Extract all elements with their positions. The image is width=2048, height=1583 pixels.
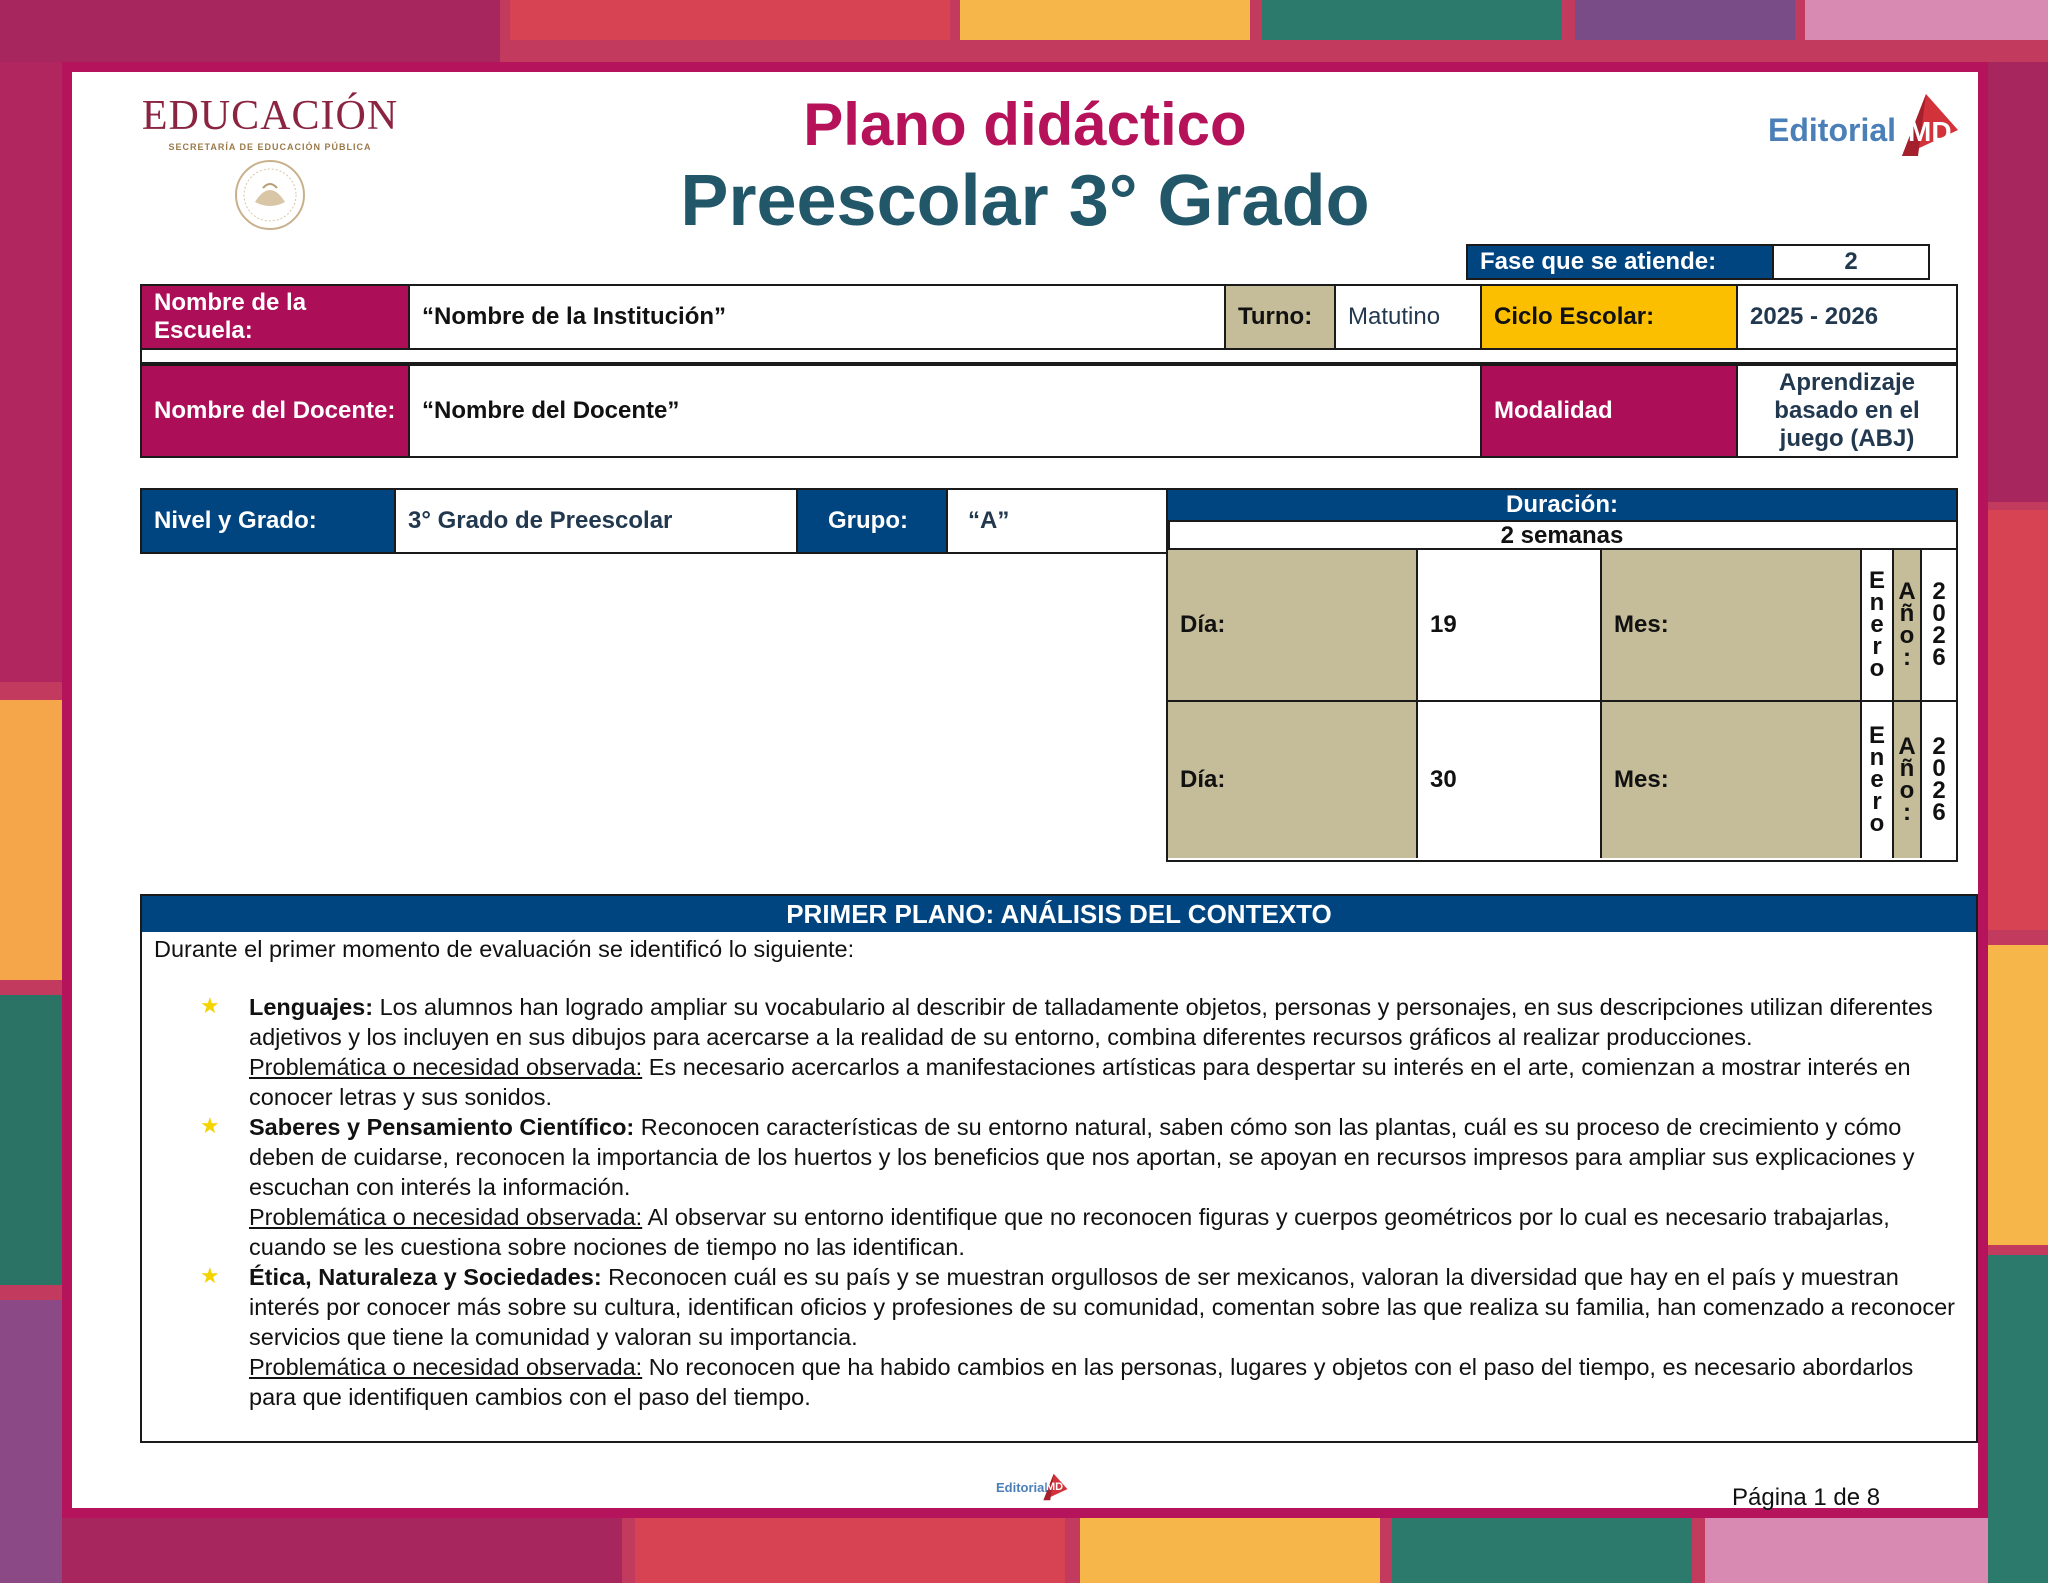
anio-label-vertical-text-char: ñ (1899, 755, 1915, 782)
duracion-label: Duración: (1168, 490, 1956, 520)
anio-vertical-text-char: 2 (1932, 622, 1946, 649)
background-tile (0, 62, 62, 682)
dia-value: 19 (1418, 550, 1602, 700)
dia-label: Día: (1168, 702, 1418, 858)
anio-vertical-text-char: 2 (1932, 777, 1946, 804)
anio-label-vertical-text (1894, 578, 1920, 671)
ciclo-label: Ciclo Escolar: (1482, 286, 1738, 348)
context-intro: Durante el primer momento de evaluación se identificó lo siguiente: (154, 936, 855, 962)
footer-logo-mark: MD (1046, 1481, 1064, 1493)
background-tile (1805, 0, 2048, 40)
mes-vertical-text-char: e (1870, 611, 1884, 638)
nivel-row (140, 488, 1170, 554)
background-tile (1575, 0, 1795, 40)
mes-label: Mes: (1602, 550, 1862, 700)
background-tile (635, 1518, 1065, 1583)
fase-value: 2 (1844, 248, 1858, 275)
anio-value (1922, 550, 1956, 700)
background-tile (62, 1518, 622, 1583)
mes-value (1862, 702, 1894, 858)
mes-vertical-text-char: o (1869, 655, 1885, 682)
anio-label-vertical-text-char: A (1898, 733, 1916, 760)
context-item-text: Reconocen características de su entorno natural, saben cómo son las plantas, cuál es su proceso de crecimiento y cómo deben de cuidarse, reconocen la importancia de los huertos y los beneficios que nos aportan, se apoyan en recursos impresos para ampliar sus explicaciones y escuchan con interés la información. (249, 1114, 1915, 1200)
editorial-md-logo (1768, 90, 1968, 160)
background-tile (1988, 1255, 2048, 1583)
context-list-item (154, 1112, 1964, 1262)
anio-label-vertical-text-char: ñ (1899, 600, 1915, 627)
background-tile (1988, 945, 2048, 1245)
ciclo-value: 2025 - 2026 (1750, 303, 1879, 330)
anio-vertical-text-char: 2 (1932, 578, 1946, 605)
context-list-item (154, 992, 1964, 1112)
anio-vertical-text (1922, 733, 1956, 826)
context-heading: PRIMER PLANO: ANÁLISIS DEL CONTEXTO (142, 896, 1976, 932)
anio-vertical-text-char: 6 (1932, 644, 1946, 671)
school-value: “Nombre de la Institución” (410, 286, 1226, 348)
mes-vertical-text-char: E (1868, 567, 1885, 594)
context-section (140, 894, 1978, 1443)
mes-vertical-text-char: n (1869, 744, 1885, 771)
background-tile (510, 0, 950, 40)
star-bullet-icon: ★ (200, 1263, 220, 1288)
school-label: Nombre de la Escuela: (142, 286, 410, 348)
context-item-title: Saberes y Pensamiento Científico: (249, 1114, 635, 1140)
anio-vertical-text-char: 2 (1932, 733, 1946, 760)
context-list (154, 992, 1964, 1412)
star-bullet-icon: ★ (200, 993, 220, 1018)
anio-vertical-text-char: 0 (1932, 755, 1946, 782)
fecha-inicio-row (1168, 550, 1956, 702)
background-tile (1988, 62, 2048, 502)
mes-vertical-text-char: o (1869, 810, 1885, 837)
school-row (140, 284, 1958, 350)
document-subtitle: Preescolar 3° Grado (680, 161, 1370, 241)
mes-vertical-text-char: r (1872, 633, 1882, 660)
anio-label-vertical-text (1894, 733, 1920, 826)
problem-text: Al observar su entorno identifique que no reconocen figuras y cuerpos geométricos por lo cual es necesario trabajarlas, cuando se les cuestiona sobre nociones de tiempo no las identifican. (249, 1204, 1890, 1260)
mes-vertical-text (1862, 567, 1892, 682)
star-bullet-icon: ★ (200, 1113, 220, 1138)
context-body (142, 932, 1976, 1414)
problem-text: No reconocen que ha habido cambios en las personas, lugares y objetos con el paso del tiempo, es necesario abordarlos para que identifiquen cambios con el paso del tiempo. (249, 1354, 1914, 1410)
teacher-value: “Nombre del Docente” (410, 366, 1482, 456)
context-item-title: Ética, Naturaleza y Sociedades: (249, 1264, 602, 1290)
nivel-label: Nivel y Grado: (142, 490, 396, 552)
problem-label: Problemática o necesidad observada: (249, 1204, 643, 1230)
page-number: Página 1 de 8 (1732, 1484, 1881, 1511)
duracion-value: 2 semanas (1168, 520, 1956, 550)
context-list-item (154, 1262, 1964, 1412)
editorial-logo-text: Editorial (1768, 112, 1897, 148)
background-tile (1705, 1518, 1988, 1583)
sep-logo-subtitle: SECRETARÍA DE EDUCACIÓN PÚBLICA (168, 142, 372, 152)
background-tile (960, 0, 1250, 40)
turno-value: Matutino (1336, 286, 1482, 348)
grupo-label: Grupo: (798, 490, 948, 552)
anio-label (1894, 702, 1922, 858)
mes-vertical-text-char: e (1870, 766, 1884, 793)
mes-vertical-text (1862, 722, 1892, 837)
fase-table (1466, 244, 1930, 280)
problem-text: Es necesario acercarlos a manifestaciones artísticas para despertar su interés en el arte, comienzan a mostrar interés en conocer letras y sus sonidos. (249, 1054, 1911, 1110)
turno-label: Turno: (1226, 286, 1336, 348)
context-item-text: Reconocen cuál es su país y se muestran orgullosos de ser mexicanos, valoran la diversidad que hay en el país y muestran interés por conocer más sobre su cultura, identifican oficios y profesiones de su comunidad, comentan sobre las que realiza su familia, han comenzado a reconocer servicios que tiene la comunidad y valoran su importancia. (249, 1264, 1955, 1350)
anio-vertical-text-char: 0 (1932, 600, 1946, 627)
background-tile (1392, 1518, 1692, 1583)
grupo-value: “A” (968, 507, 1010, 534)
context-item-title: Lenguajes: (249, 994, 374, 1020)
background-tile (1988, 510, 2048, 930)
modalidad-value: Aprendizaje basado en el juego (ABJ) (1774, 369, 1920, 452)
background-tile (0, 0, 500, 62)
sep-logo-title: EDUCACIÓN (141, 93, 399, 139)
anio-label-vertical-text-char: : (1903, 799, 1911, 826)
anio-value (1922, 702, 1956, 858)
background-tile (0, 1300, 62, 1583)
anio-label-vertical-text-char: o (1899, 777, 1915, 804)
footer-logo-text: Editorial (996, 1480, 1049, 1495)
background-tile (0, 700, 62, 980)
teacher-row (140, 364, 1958, 458)
anio-vertical-text (1922, 578, 1956, 671)
mes-label: Mes: (1602, 702, 1862, 858)
nivel-value: 3° Grado de Preescolar (396, 490, 798, 552)
fase-label: Fase que se atiende: (1468, 246, 1774, 278)
dia-value: 30 (1418, 702, 1602, 858)
mes-value (1862, 550, 1894, 700)
mes-vertical-text-char: r (1872, 788, 1882, 815)
md-logo-text: MD (1908, 116, 1952, 147)
duracion-table (1166, 488, 1958, 862)
anio-label-vertical-text-char: o (1899, 622, 1915, 649)
footer-logo (996, 1472, 1076, 1502)
background-tile (1262, 0, 1562, 40)
dia-label: Día: (1168, 550, 1418, 700)
teacher-label: Nombre del Docente: (142, 366, 410, 456)
document-title: Plano didáctico (803, 91, 1247, 158)
mes-vertical-text-char: n (1869, 589, 1885, 616)
anio-vertical-text-char: 6 (1932, 799, 1946, 826)
problem-label: Problemática o necesidad observada: (249, 1054, 643, 1080)
anio-label-vertical-text-char: A (1898, 578, 1916, 605)
context-item-text: Los alumnos han logrado ampliar su vocabulario al describir de talladamente objetos, personas y personajes, en sus descripciones utilizan diferentes adjetivos y los incluyen en sus dibujos para acercarse a la realidad de su entorno, combina diferentes recursos gráficos al realizar producciones. (249, 994, 1933, 1050)
background-tile (0, 995, 62, 1285)
anio-label (1894, 550, 1922, 700)
anio-label-vertical-text-char: : (1903, 644, 1911, 671)
fecha-fin-row (1168, 702, 1956, 858)
problem-label: Problemática o necesidad observada: (249, 1354, 643, 1380)
document-page (62, 62, 1988, 1518)
mes-vertical-text-char: E (1868, 722, 1885, 749)
spacer-row (140, 350, 1958, 364)
background-tile (1080, 1518, 1380, 1583)
modalidad-label: Modalidad (1482, 366, 1738, 456)
